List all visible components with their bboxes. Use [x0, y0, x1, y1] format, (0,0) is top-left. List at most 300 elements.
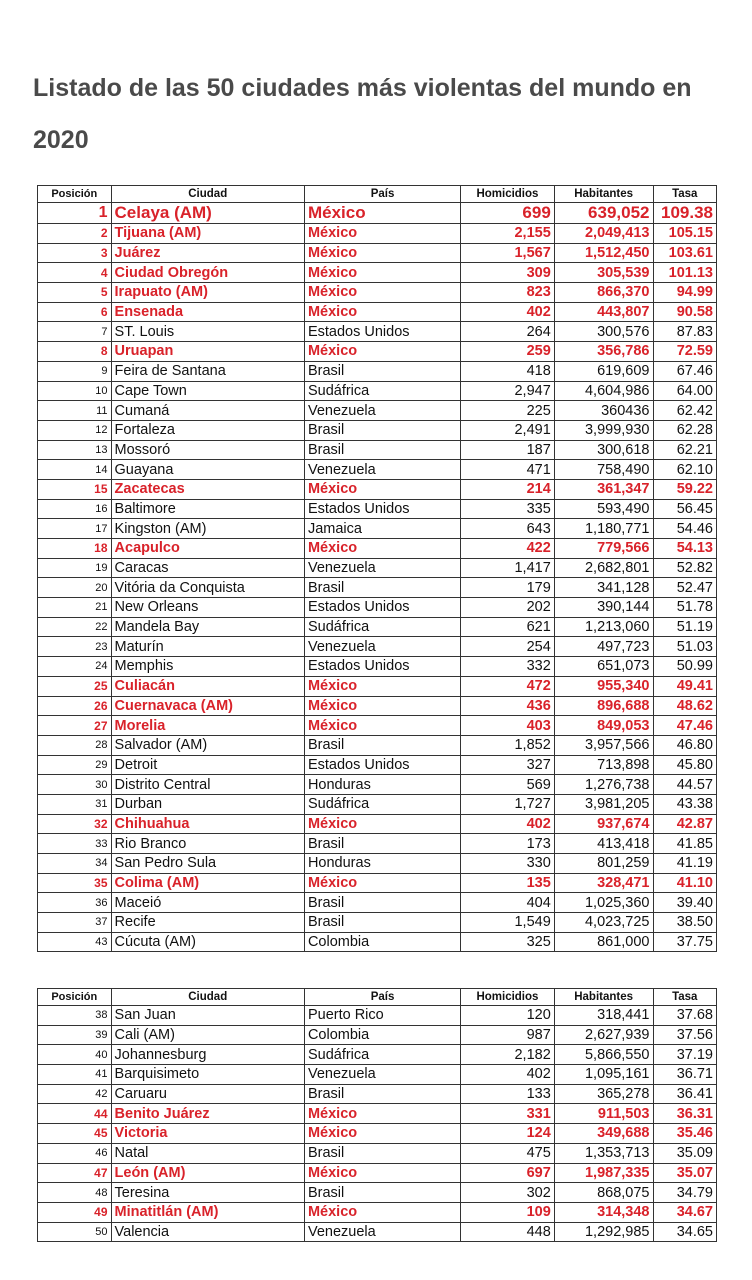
- cell-homicides: 472: [461, 676, 555, 696]
- cell-homicides: 1,417: [461, 558, 555, 578]
- cell-homicides: 699: [461, 203, 555, 224]
- cell-inhabitants: 593,490: [554, 499, 653, 519]
- cell-country: Estados Unidos: [304, 755, 460, 775]
- cell-homicides: 179: [461, 578, 555, 598]
- cell-country: México: [304, 243, 460, 263]
- cell-inhabitants: 619,609: [554, 361, 653, 381]
- cell-homicides: 335: [461, 499, 555, 519]
- cell-homicides: 643: [461, 519, 555, 539]
- cell-homicides: 402: [461, 1065, 555, 1085]
- table-row: [38, 735, 717, 755]
- header-city: Ciudad: [111, 186, 304, 203]
- cell-country: Brasil: [304, 834, 460, 854]
- cell-country: México: [304, 716, 460, 736]
- cell-inhabitants: 2,682,801: [554, 558, 653, 578]
- cell-country: Jamaica: [304, 519, 460, 539]
- cell-position: 27: [38, 716, 112, 736]
- header-position: Posición: [38, 186, 112, 203]
- table-row: [38, 263, 717, 283]
- cell-country: Venezuela: [304, 558, 460, 578]
- cell-country: Venezuela: [304, 637, 460, 657]
- cell-position: 39: [38, 1025, 112, 1045]
- table-row: [38, 676, 717, 696]
- cell-rate: 48.62: [653, 696, 717, 716]
- cell-homicides: 475: [461, 1143, 555, 1163]
- cell-rate: 46.80: [653, 735, 717, 755]
- cell-city: Natal: [111, 1143, 304, 1163]
- cell-country: Brasil: [304, 893, 460, 913]
- header-country: País: [304, 186, 460, 203]
- cell-country: Colombia: [304, 932, 460, 952]
- cell-country: México: [304, 1124, 460, 1144]
- cell-country: México: [304, 539, 460, 559]
- cell-city: Cape Town: [111, 381, 304, 401]
- header-inhabitants: Habitantes: [554, 989, 653, 1006]
- cell-inhabitants: 651,073: [554, 657, 653, 677]
- cell-city: Ciudad Obregón: [111, 263, 304, 283]
- cell-position: 15: [38, 479, 112, 499]
- cell-city: Celaya (AM): [111, 203, 304, 224]
- cell-rate: 64.00: [653, 381, 717, 401]
- cell-position: 46: [38, 1143, 112, 1163]
- cell-homicides: 404: [461, 893, 555, 913]
- cell-inhabitants: 1,180,771: [554, 519, 653, 539]
- cell-rate: 52.82: [653, 558, 717, 578]
- cell-position: 29: [38, 755, 112, 775]
- cell-country: Estados Unidos: [304, 598, 460, 618]
- cell-rate: 49.41: [653, 676, 717, 696]
- cell-city: Zacatecas: [111, 479, 304, 499]
- cell-city: San Pedro Sula: [111, 854, 304, 874]
- cell-country: México: [304, 479, 460, 499]
- cell-city: Morelia: [111, 716, 304, 736]
- cell-city: Caruaru: [111, 1084, 304, 1104]
- cell-homicides: 1,549: [461, 913, 555, 933]
- cell-position: 35: [38, 873, 112, 893]
- cell-city: Guayana: [111, 460, 304, 480]
- cell-country: Puerto Rico: [304, 1006, 460, 1026]
- table-row: [38, 420, 717, 440]
- cell-city: Irapuato (AM): [111, 283, 304, 303]
- table-row: [38, 1065, 717, 1085]
- cell-country: México: [304, 224, 460, 244]
- cell-country: México: [304, 302, 460, 322]
- cell-inhabitants: 639,052: [554, 203, 653, 224]
- cell-position: 24: [38, 657, 112, 677]
- cell-city: Salvador (AM): [111, 735, 304, 755]
- cell-inhabitants: 314,348: [554, 1202, 653, 1222]
- cell-position: 14: [38, 460, 112, 480]
- table-row: [38, 302, 717, 322]
- cell-position: 19: [38, 558, 112, 578]
- cell-homicides: 1,727: [461, 794, 555, 814]
- cell-inhabitants: 4,604,986: [554, 381, 653, 401]
- cell-city: San Juan: [111, 1006, 304, 1026]
- cell-homicides: 133: [461, 1084, 555, 1104]
- cell-inhabitants: 3,981,205: [554, 794, 653, 814]
- table-row: [38, 1183, 717, 1203]
- cell-inhabitants: 361,347: [554, 479, 653, 499]
- cell-city: Rio Branco: [111, 834, 304, 854]
- cell-rate: 54.13: [653, 539, 717, 559]
- cell-homicides: 120: [461, 1006, 555, 1026]
- cell-city: Ensenada: [111, 302, 304, 322]
- cell-position: 45: [38, 1124, 112, 1144]
- cell-country: Brasil: [304, 1183, 460, 1203]
- cell-rate: 36.41: [653, 1084, 717, 1104]
- table-header-row: [38, 989, 717, 1006]
- cell-inhabitants: 1,213,060: [554, 617, 653, 637]
- cell-homicides: 325: [461, 932, 555, 952]
- cell-city: Culiacán: [111, 676, 304, 696]
- cell-inhabitants: 305,539: [554, 263, 653, 283]
- table-row: [38, 558, 717, 578]
- cell-inhabitants: 328,471: [554, 873, 653, 893]
- cell-position: 32: [38, 814, 112, 834]
- cell-rate: 36.71: [653, 1065, 717, 1085]
- cell-country: Brasil: [304, 420, 460, 440]
- cell-inhabitants: 300,576: [554, 322, 653, 342]
- cell-city: Distrito Central: [111, 775, 304, 795]
- table-row: [38, 598, 717, 618]
- cell-city: Cali (AM): [111, 1025, 304, 1045]
- table-row: [38, 440, 717, 460]
- cell-city: Cuernavaca (AM): [111, 696, 304, 716]
- cell-rate: 67.46: [653, 361, 717, 381]
- table-row: [38, 794, 717, 814]
- cell-position: 5: [38, 283, 112, 303]
- table-row: [38, 519, 717, 539]
- cell-rate: 43.38: [653, 794, 717, 814]
- cell-inhabitants: 1,353,713: [554, 1143, 653, 1163]
- header-homicides: Homicidios: [461, 186, 555, 203]
- cell-position: 10: [38, 381, 112, 401]
- cell-rate: 34.65: [653, 1222, 717, 1242]
- cell-city: New Orleans: [111, 598, 304, 618]
- cell-rate: 51.78: [653, 598, 717, 618]
- cell-country: Brasil: [304, 578, 460, 598]
- cell-homicides: 109: [461, 1202, 555, 1222]
- table-row: [38, 401, 717, 421]
- cell-homicides: 697: [461, 1163, 555, 1183]
- cell-country: México: [304, 283, 460, 303]
- cell-inhabitants: 365,278: [554, 1084, 653, 1104]
- cell-rate: 38.50: [653, 913, 717, 933]
- cell-homicides: 621: [461, 617, 555, 637]
- cell-position: 9: [38, 361, 112, 381]
- cell-inhabitants: 896,688: [554, 696, 653, 716]
- cell-position: 47: [38, 1163, 112, 1183]
- cell-homicides: 264: [461, 322, 555, 342]
- cell-inhabitants: 801,259: [554, 854, 653, 874]
- cell-position: 42: [38, 1084, 112, 1104]
- cell-rate: 41.85: [653, 834, 717, 854]
- cell-homicides: 2,491: [461, 420, 555, 440]
- cell-homicides: 173: [461, 834, 555, 854]
- cell-homicides: 187: [461, 440, 555, 460]
- cell-inhabitants: 758,490: [554, 460, 653, 480]
- cell-rate: 35.09: [653, 1143, 717, 1163]
- cell-rate: 34.67: [653, 1202, 717, 1222]
- cell-city: Maceió: [111, 893, 304, 913]
- cell-country: Sudáfrica: [304, 794, 460, 814]
- cell-inhabitants: 713,898: [554, 755, 653, 775]
- cell-homicides: 823: [461, 283, 555, 303]
- cell-position: 44: [38, 1104, 112, 1124]
- cell-position: 34: [38, 854, 112, 874]
- table-header-row: [38, 186, 717, 203]
- cell-inhabitants: 443,807: [554, 302, 653, 322]
- cell-country: Sudáfrica: [304, 617, 460, 637]
- table-row: [38, 578, 717, 598]
- cell-position: 23: [38, 637, 112, 657]
- cell-country: Venezuela: [304, 401, 460, 421]
- header-homicides: Homicidios: [461, 989, 555, 1006]
- cell-position: 28: [38, 735, 112, 755]
- cell-city: Fortaleza: [111, 420, 304, 440]
- cell-country: Brasil: [304, 440, 460, 460]
- table-row: [38, 539, 717, 559]
- cell-position: 8: [38, 342, 112, 362]
- cell-city: Feira de Santana: [111, 361, 304, 381]
- cell-rate: 62.21: [653, 440, 717, 460]
- cell-homicides: 259: [461, 342, 555, 362]
- header-position: Posición: [38, 989, 112, 1006]
- cell-position: 2: [38, 224, 112, 244]
- page-title: Listado de las 50 ciudades más violentas del mundo en 2020: [33, 74, 692, 154]
- cell-country: México: [304, 342, 460, 362]
- cell-position: 6: [38, 302, 112, 322]
- table-row: [38, 1084, 717, 1104]
- cell-city: Kingston (AM): [111, 519, 304, 539]
- cell-position: 17: [38, 519, 112, 539]
- cell-homicides: 330: [461, 854, 555, 874]
- table-row: [38, 814, 717, 834]
- table-row: [38, 696, 717, 716]
- cell-position: 48: [38, 1183, 112, 1203]
- cell-inhabitants: 849,053: [554, 716, 653, 736]
- cell-position: 30: [38, 775, 112, 795]
- cell-inhabitants: 866,370: [554, 283, 653, 303]
- cell-position: 3: [38, 243, 112, 263]
- table-row: [38, 854, 717, 874]
- cell-rate: 101.13: [653, 263, 717, 283]
- cell-city: León (AM): [111, 1163, 304, 1183]
- cell-inhabitants: 1,095,161: [554, 1065, 653, 1085]
- cell-inhabitants: 318,441: [554, 1006, 653, 1026]
- header-city: Ciudad: [111, 989, 304, 1006]
- cell-rate: 62.28: [653, 420, 717, 440]
- cell-homicides: 436: [461, 696, 555, 716]
- cell-country: México: [304, 203, 460, 224]
- table-row: [38, 755, 717, 775]
- cell-homicides: 987: [461, 1025, 555, 1045]
- cell-country: México: [304, 814, 460, 834]
- cell-country: México: [304, 696, 460, 716]
- cell-rate: 51.19: [653, 617, 717, 637]
- cell-city: Barquisimeto: [111, 1065, 304, 1085]
- cell-rate: 50.99: [653, 657, 717, 677]
- cell-position: 50: [38, 1222, 112, 1242]
- cell-inhabitants: 360436: [554, 401, 653, 421]
- cell-rate: 37.68: [653, 1006, 717, 1026]
- cell-inhabitants: 497,723: [554, 637, 653, 657]
- cell-rate: 37.56: [653, 1025, 717, 1045]
- cell-city: Juárez: [111, 243, 304, 263]
- cell-inhabitants: 955,340: [554, 676, 653, 696]
- cell-position: 43: [38, 932, 112, 952]
- cell-rate: 105.15: [653, 224, 717, 244]
- cell-country: Brasil: [304, 361, 460, 381]
- cell-city: Mossoró: [111, 440, 304, 460]
- cell-rate: 56.45: [653, 499, 717, 519]
- cell-rate: 35.07: [653, 1163, 717, 1183]
- table-row: [38, 1222, 717, 1242]
- cell-inhabitants: 4,023,725: [554, 913, 653, 933]
- cell-country: Sudáfrica: [304, 1045, 460, 1065]
- table-row: [38, 1124, 717, 1144]
- cell-country: Brasil: [304, 1084, 460, 1104]
- cell-inhabitants: 911,503: [554, 1104, 653, 1124]
- cell-homicides: 214: [461, 479, 555, 499]
- table-row: [38, 460, 717, 480]
- header-inhabitants: Habitantes: [554, 186, 653, 203]
- cell-rate: 54.46: [653, 519, 717, 539]
- cell-position: 7: [38, 322, 112, 342]
- cell-city: Durban: [111, 794, 304, 814]
- cell-country: México: [304, 873, 460, 893]
- cell-position: 13: [38, 440, 112, 460]
- table-row: [38, 1143, 717, 1163]
- cell-country: Venezuela: [304, 460, 460, 480]
- cell-city: Chihuahua: [111, 814, 304, 834]
- cell-homicides: 331: [461, 1104, 555, 1124]
- cell-homicides: 418: [461, 361, 555, 381]
- table-row: [38, 322, 717, 342]
- table-row: [38, 834, 717, 854]
- cell-country: Brasil: [304, 735, 460, 755]
- table-row: [38, 1163, 717, 1183]
- table-row: [38, 893, 717, 913]
- cell-homicides: 332: [461, 657, 555, 677]
- cell-inhabitants: 1,512,450: [554, 243, 653, 263]
- table-row: [38, 499, 717, 519]
- cell-city: Memphis: [111, 657, 304, 677]
- cell-rate: 34.79: [653, 1183, 717, 1203]
- cell-city: Acapulco: [111, 539, 304, 559]
- cell-inhabitants: 3,999,930: [554, 420, 653, 440]
- cell-city: Cúcuta (AM): [111, 932, 304, 952]
- table-row: [38, 1045, 717, 1065]
- table-row: [38, 932, 717, 952]
- cell-rate: 51.03: [653, 637, 717, 657]
- cell-homicides: 448: [461, 1222, 555, 1242]
- cell-homicides: 327: [461, 755, 555, 775]
- table-row: [38, 342, 717, 362]
- cell-position: 4: [38, 263, 112, 283]
- cell-homicides: 309: [461, 263, 555, 283]
- cell-country: Brasil: [304, 913, 460, 933]
- cell-rate: 59.22: [653, 479, 717, 499]
- cell-country: México: [304, 1163, 460, 1183]
- table-row: [38, 775, 717, 795]
- cell-rate: 42.87: [653, 814, 717, 834]
- cell-homicides: 1,567: [461, 243, 555, 263]
- cell-country: Estados Unidos: [304, 657, 460, 677]
- header-rate: Tasa: [653, 989, 717, 1006]
- cell-homicides: 302: [461, 1183, 555, 1203]
- cell-country: Honduras: [304, 854, 460, 874]
- table-row: [38, 479, 717, 499]
- cell-city: Vitória da Conquista: [111, 578, 304, 598]
- cell-city: Recife: [111, 913, 304, 933]
- cell-country: Estados Unidos: [304, 322, 460, 342]
- cell-position: 33: [38, 834, 112, 854]
- cell-country: México: [304, 263, 460, 283]
- cell-position: 40: [38, 1045, 112, 1065]
- cell-inhabitants: 1,292,985: [554, 1222, 653, 1242]
- table-row: [38, 617, 717, 637]
- cell-country: Venezuela: [304, 1222, 460, 1242]
- cell-homicides: 569: [461, 775, 555, 795]
- cell-inhabitants: 390,144: [554, 598, 653, 618]
- cell-inhabitants: 5,866,550: [554, 1045, 653, 1065]
- table-row: [38, 361, 717, 381]
- cell-rate: 44.57: [653, 775, 717, 795]
- cell-city: Detroit: [111, 755, 304, 775]
- cell-homicides: 403: [461, 716, 555, 736]
- cell-rate: 103.61: [653, 243, 717, 263]
- cell-inhabitants: 937,674: [554, 814, 653, 834]
- cell-inhabitants: 413,418: [554, 834, 653, 854]
- cell-rate: 62.10: [653, 460, 717, 480]
- cell-homicides: 202: [461, 598, 555, 618]
- cell-rate: 39.40: [653, 893, 717, 913]
- cell-rate: 47.46: [653, 716, 717, 736]
- cell-rate: 72.59: [653, 342, 717, 362]
- cell-homicides: 471: [461, 460, 555, 480]
- table-row: [38, 224, 717, 244]
- cell-rate: 45.80: [653, 755, 717, 775]
- cell-position: 37: [38, 913, 112, 933]
- cell-city: Caracas: [111, 558, 304, 578]
- cell-homicides: 2,947: [461, 381, 555, 401]
- cell-country: Colombia: [304, 1025, 460, 1045]
- cell-position: 22: [38, 617, 112, 637]
- cell-city: Maturín: [111, 637, 304, 657]
- ranking-table-top: [37, 185, 717, 952]
- cell-inhabitants: 300,618: [554, 440, 653, 460]
- cell-rate: 37.75: [653, 932, 717, 952]
- cell-inhabitants: 1,276,738: [554, 775, 653, 795]
- cell-country: Brasil: [304, 1143, 460, 1163]
- cell-inhabitants: 2,049,413: [554, 224, 653, 244]
- cell-rate: 35.46: [653, 1124, 717, 1144]
- cell-city: Uruapan: [111, 342, 304, 362]
- cell-rate: 87.83: [653, 322, 717, 342]
- table-row: [38, 873, 717, 893]
- table-row: [38, 1202, 717, 1222]
- cell-city: Victoria: [111, 1124, 304, 1144]
- cell-city: ST. Louis: [111, 322, 304, 342]
- cell-city: Baltimore: [111, 499, 304, 519]
- cell-rate: 52.47: [653, 578, 717, 598]
- table-row: [38, 716, 717, 736]
- cell-inhabitants: 861,000: [554, 932, 653, 952]
- cell-inhabitants: 1,025,360: [554, 893, 653, 913]
- header-country: País: [304, 989, 460, 1006]
- cell-position: 18: [38, 539, 112, 559]
